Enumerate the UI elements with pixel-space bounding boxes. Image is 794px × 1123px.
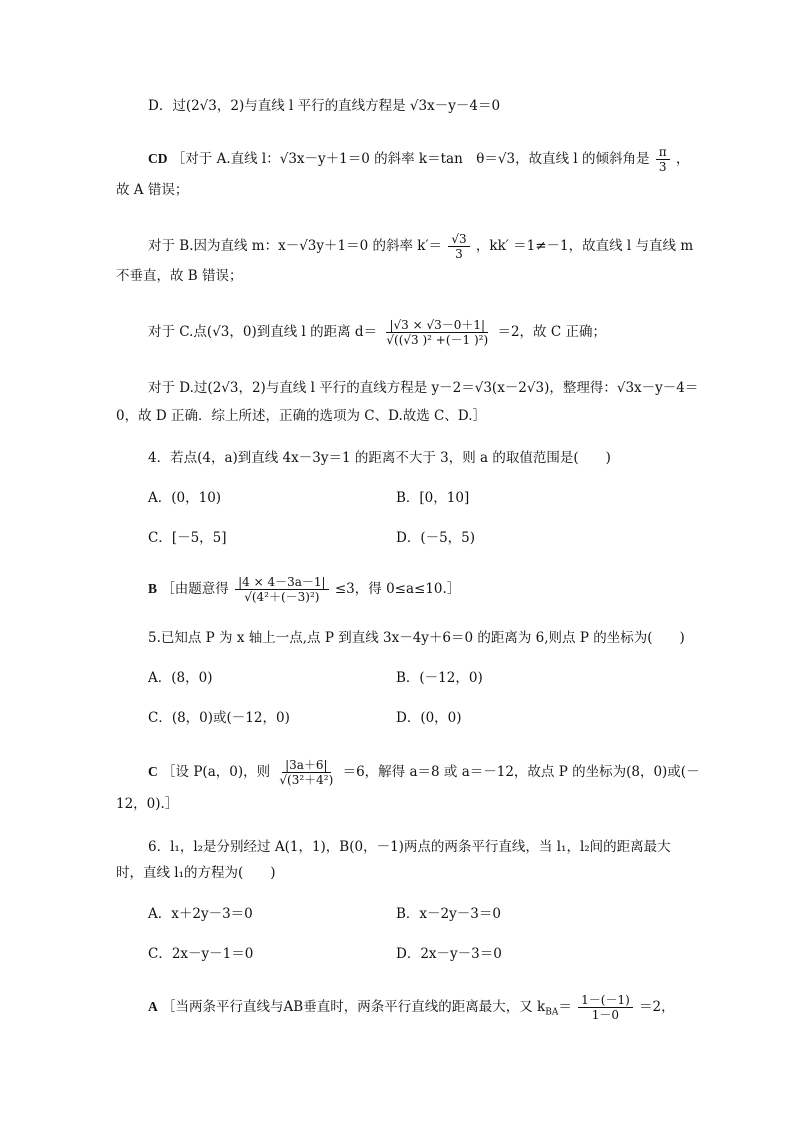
answer-text: ＝2，故 C 正确； [497,324,606,340]
q5-option-b: B．(－12，0) [396,670,483,686]
fraction [276,758,336,787]
answer-text: ＝ [558,999,572,1015]
fraction-numerator: |4 × 4－3a－1| [235,575,328,590]
fraction-denominator: 1－0 [591,1008,620,1022]
answer-text: 对于 B.因为直线 m：x－√3y＋1＝0 的斜率 k′＝ [148,238,443,254]
answer-label: CD [148,151,168,166]
q4-option-d: D．(－5，5) [396,530,476,546]
answer-text: ＝2， [639,999,675,1015]
answer-text: ［设 P(a，0)，则 [162,764,271,780]
fraction-denominator: 3 [455,247,463,261]
answer-text: ≤3，得 0≤a≤10.］ [334,581,461,597]
fraction [578,993,633,1022]
fraction-denominator: √(4²＋(－3)²) [244,590,320,604]
q4-option-b: B．[0，10] [396,490,470,506]
q5-stem: 5.已知点 P 为 x 轴上一点,点 P 到直线 3x－4y＋6＝0 的距离为 6,则点 P 的坐标为( ) [148,630,685,646]
q3-answer-d-line1: 对于 D.过(2√3，2)与直线 l 平行的直线方程是 y－2＝√3(x－2√3)，整理得：√3x－y－4＝ [148,380,699,396]
q4-option-a: A．(0，10) [148,490,222,506]
answer-text: ， [675,151,690,167]
answer-text: ，kk′ ＝1≠－1，故直线 l 与直线 m [475,238,694,254]
q6-option-c: C．2x－y－1＝0 [148,946,254,962]
answer-label: A [148,999,158,1014]
answer-text: ［当两条平行直线与AB垂直时，两条平行直线的距离最大，又 k [162,999,546,1015]
fraction-numerator: π [656,145,670,160]
fraction-numerator: 1－(－1) [578,993,633,1008]
q4-option-c: C．[－5，5] [148,530,227,546]
q3-answer-c-line [148,318,606,347]
answer-text: ［对于 A.直线 l：√3x－y＋1＝0 的斜率 k＝tan θ＝√3，故直线 l 的倾斜角是 [171,151,650,167]
q3-answer-line2: 故 A 错误； [116,182,189,198]
q5-answer-line2: 12，0).］ [116,796,179,812]
fraction-denominator: √(3²＋4²) [279,773,334,787]
q6-answer [148,993,675,1023]
fraction-numerator: √3 [448,232,469,247]
q5-answer-line1 [148,758,700,787]
q4-answer [148,575,460,604]
subscript: BA [545,1007,559,1018]
fraction [448,232,469,261]
q3-answer-d-line2: 0，故 D 正确．综上所述，正确的选项为 C、D.故选 C、D.］ [116,408,487,424]
q6-option-a: A．x＋2y－3＝0 [148,906,253,922]
fraction-denominator: √((√3 )² +(－1 )²) [386,333,489,347]
q6-stem-line2: 时，直线 l₁的方程为( ) [116,865,276,881]
q4-stem: 4．若点(4，a)到直线 4x－3y＝1 的距离不大于 3，则 a 的取值范围是( ) [148,450,611,466]
q6-stem-line1: 6．l₁，l₂是分别经过 A(1，1)，B(0，－1)两点的两条平行直线，当 l₁，l₂间的距离最大 [148,839,671,855]
q3-answer-line1 [148,145,689,174]
answer-label: C [148,764,158,779]
fraction-numerator: |√3 × √3－0＋1| [386,318,488,333]
q6-option-b: B．x－2y－3＝0 [396,906,501,922]
fraction-denominator: 3 [658,160,667,174]
fraction [383,318,491,347]
q3-answer-b-line2: 不垂直，故 B 错误； [116,268,243,284]
q3-option-d: D．过(2√3，2)与直线 l 平行的直线方程是 √3x－y－4＝0 [148,98,501,114]
answer-label: B [148,581,158,596]
answer-text: 对于 C.点(√3，0)到直线 l 的距离 d＝ [148,324,378,340]
q5-option-c: C．(8，0)或(－12，0) [148,710,290,726]
q5-option-d: D．(0，0) [396,710,462,726]
fraction-numerator: |3a＋6| [282,758,331,773]
answer-text: ［由题意得 [161,581,229,597]
fraction [656,145,670,174]
answer-text: ＝6，解得 a＝8 或 a＝－12，故点 P 的坐标为(8，0)或(－ [342,764,700,780]
q5-option-a: A．(8，0) [148,670,213,686]
q3-answer-b-line1 [148,232,693,261]
fraction [235,575,328,604]
q6-option-d: D．2x－y－3＝0 [396,946,502,962]
